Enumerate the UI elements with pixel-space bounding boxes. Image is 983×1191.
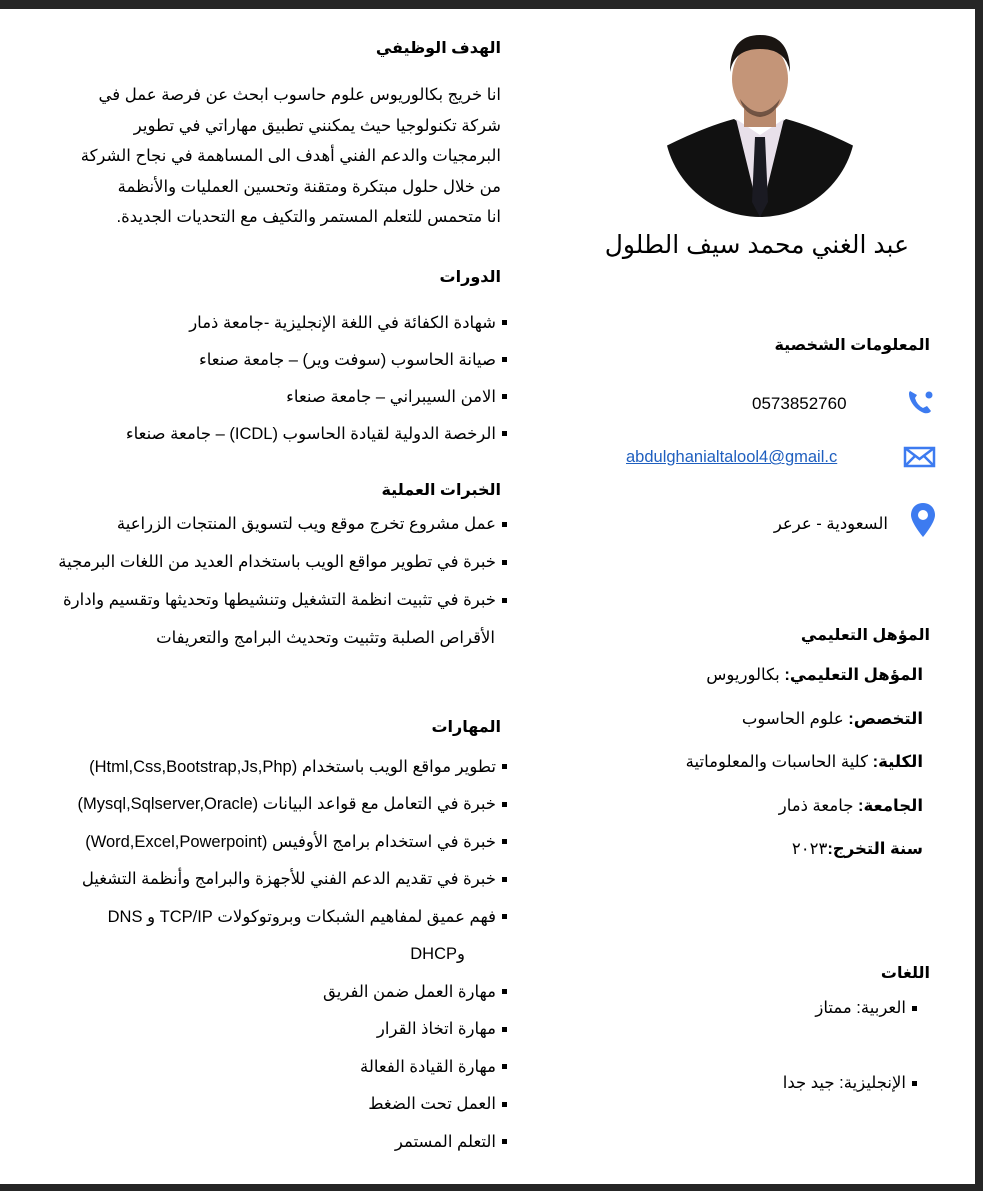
skill-item: فهم عميق لمفاهيم الشبكات وبروتوكولات TCP/IP و DNS [0, 898, 507, 936]
experience-item: خبرة في تطوير مواقع الويب باستخدام العديد من اللغات البرمجية [0, 543, 507, 581]
education-row: الكلية: كلية الحاسبات والمعلوماتية [685, 753, 923, 771]
email-icon [903, 446, 936, 468]
skills-heading: المهارات [431, 719, 501, 736]
experience-continuation: الأقراص الصلبة وتثبيت وتحديث البرامج والتعريفات [156, 629, 495, 647]
skill-item: العمل تحت الضغط [0, 1086, 507, 1124]
course-item: الرخصة الدولية لقيادة الحاسوب (ICDL) – جامعة صنعاء [7, 415, 507, 452]
profile-photo [664, 27, 856, 217]
education-heading: المؤهل التعليمي [800, 627, 930, 644]
skill-continuation: وDHCP [410, 944, 465, 963]
candidate-name: عبد الغني محمد سيف الطلول [604, 231, 909, 259]
education-row: المؤهل التعليمي: بكالوريوس [706, 666, 923, 684]
phone-icon [904, 385, 936, 417]
education-row: سنة التخرج:٢٠٢٣ [791, 840, 923, 858]
objective-heading: الهدف الوظيفي [375, 40, 501, 57]
courses-list [7, 304, 507, 452]
personal-heading: المعلومات الشخصية [774, 337, 930, 354]
window-top-border [0, 0, 983, 9]
education-details [686, 660, 923, 878]
experience-heading: الخبرات العملية [381, 482, 501, 499]
language-item: الإنجليزية: جيد جدا [783, 1073, 917, 1093]
course-item: شهادة الكفائة في اللغة الإنجليزية -جامعة ذمار [7, 304, 507, 341]
experience-list [0, 505, 507, 657]
skill-item: تطوير مواقع الويب باستخدام (Html,Css,Bootstrap,Js,Php) [0, 748, 507, 786]
language-item: العربية: ممتاز [815, 998, 917, 1018]
email-link[interactable]: abdulghanialtalool4@gmail.c [626, 448, 838, 466]
window-bottom-border [0, 1184, 983, 1191]
skill-item: مهارة العمل ضمن الفريق [0, 973, 507, 1011]
phone-number: 0573852760 [752, 394, 847, 413]
skill-item: التعلم المستمر [0, 1123, 507, 1161]
objective-line: انا خريج بكالوريوس علوم حاسوب ابحث عن فرصة عمل في [98, 86, 501, 104]
skill-item: مهارة القيادة الفعالة [0, 1048, 507, 1086]
experience-item: عمل مشروع تخرج موقع ويب لتسويق المنتجات الزراعية [0, 505, 507, 543]
objective-line: شركة تكنولوجيا حيث يمكنني تطبيق مهاراتي في تطوير [133, 116, 501, 135]
education-row: الجامعة: جامعة ذمار [778, 796, 923, 815]
education-row: التخصص: علوم الحاسوب [741, 709, 923, 728]
objective-line: البرمجيات والدعم الفني أهدف الى المساهمة في نجاح الشركة [80, 147, 501, 165]
experience-item: خبرة في تثبيت انظمة التشغيل وتنشيطها وتحديثها وتقسيم وادارة [0, 581, 507, 619]
objective-line: من خلال حلول مبتكرة ومتقنة وتحسين العمليات والأنظمة [117, 177, 501, 196]
skill-item: مهارة اتخاذ القرار [0, 1011, 507, 1049]
skills-list [0, 748, 507, 1161]
course-item: صيانة الحاسوب (سوفت وير) – جامعة صنعاء [7, 341, 507, 378]
objective-line: انا متحمس للتعلم المستمر والتكيف مع التحديات الجديدة. [116, 208, 501, 226]
courses-heading: الدورات [439, 269, 501, 286]
location-text: السعودية - عرعر [773, 515, 888, 533]
course-item: الامن السيبراني – جامعة صنعاء [7, 378, 507, 415]
objective-section [31, 80, 501, 233]
languages-heading: اللغات [880, 965, 930, 982]
window-right-border [975, 0, 983, 1191]
objective-title [376, 38, 501, 58]
location-pin-icon [910, 502, 936, 538]
skill-item: خبرة في التعامل مع قواعد البيانات (Mysql,Sqlserver,Oracle) [0, 786, 507, 824]
skill-item: خبرة في استخدام برامج الأوفيس (Word,Excel,Powerpoint) [0, 823, 507, 861]
skill-item: خبرة في تقديم الدعم الفني للأجهزة والبرامج وأنظمة التشغيل [0, 861, 507, 899]
